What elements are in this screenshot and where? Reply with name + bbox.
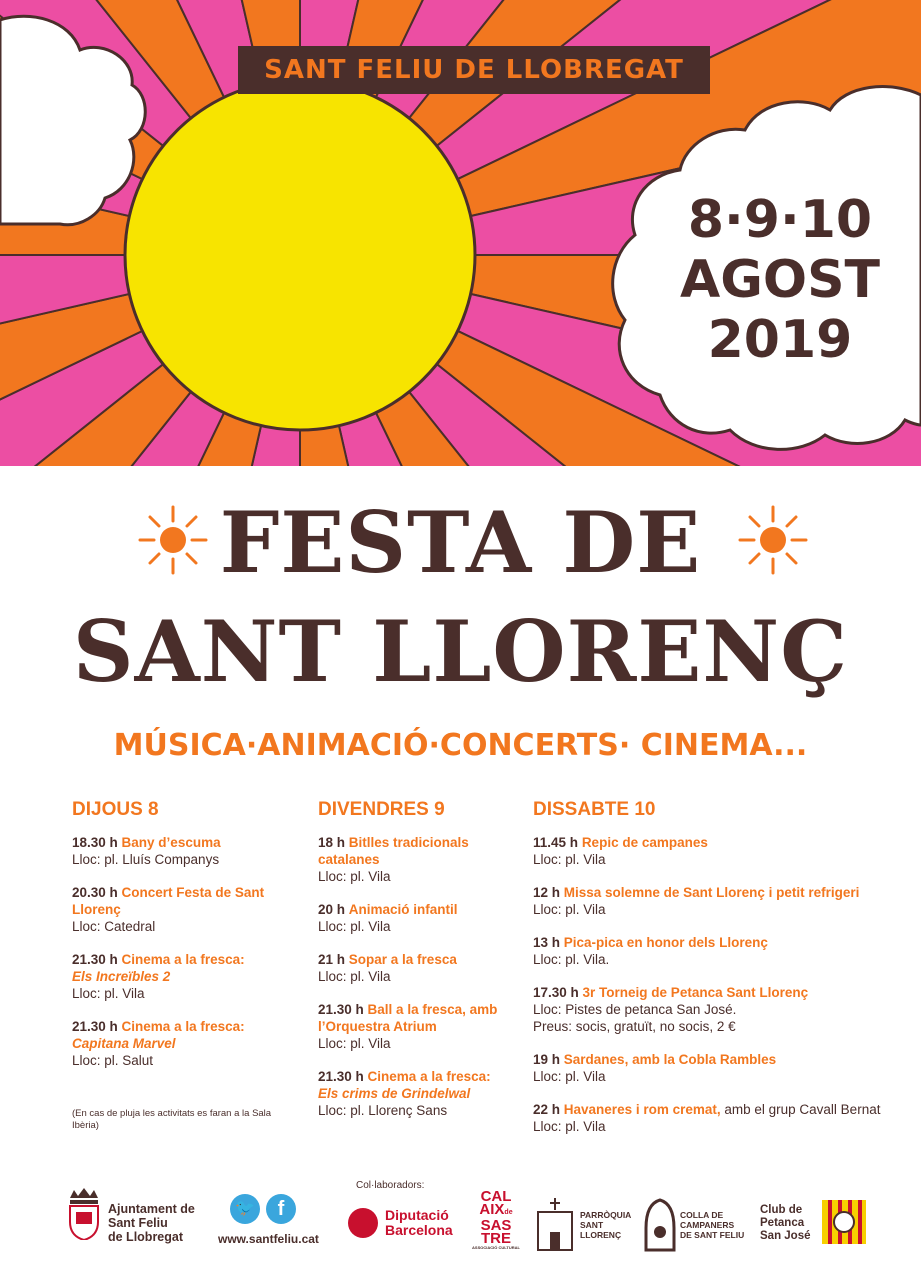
colla-label: COLLA DE CAMPANERS DE SANT FELIU xyxy=(680,1210,745,1240)
schedule-day-saturday xyxy=(533,796,883,1151)
rain-note: (En cas de pluja les activitats es faran a la Sala Ibèria) xyxy=(72,1108,272,1131)
event-item: 13 h Pica-pica en honor dels Llorenç Lloc: pl. Vila. xyxy=(533,935,768,967)
event-item: 21.30 h Cinema a la fresca: Els Increïbles 2 Lloc: pl. Vila xyxy=(72,952,245,1001)
website-link[interactable]: www.santfeliu.cat xyxy=(218,1232,319,1246)
diputacio-label: Diputació Barcelona xyxy=(385,1207,453,1238)
day-heading: DISSABTE 10 xyxy=(533,799,656,820)
event-item: 12 h Missa solemne de Sant Llorenç i petit refrigeri Lloc: pl. Vila xyxy=(533,885,860,917)
festival-tagline: MÚSICA·ANIMACIÓ·CONCERTS· CINEMA... xyxy=(113,728,808,763)
event-item: 21 h Sopar a la fresca Lloc: pl. Vila xyxy=(318,952,457,984)
bell-icon xyxy=(644,1198,676,1252)
event-item: 21.30 h Cinema a la fresca: Els crims de Grindelwal Lloc: pl. Llorenç Sans xyxy=(318,1069,491,1118)
dates-days: 8·9·10 xyxy=(687,190,873,250)
schedule-day-thursday xyxy=(72,796,292,1085)
city-name-banner: SANT FELIU DE LLOBREGAT xyxy=(238,46,710,94)
footer-logos xyxy=(0,1170,921,1280)
twitter-icon[interactable]: 🐦 xyxy=(230,1194,260,1224)
ajuntament-crest-icon xyxy=(66,1188,102,1240)
dates-year: 2019 xyxy=(707,310,853,370)
club-petanca-logo-icon xyxy=(822,1200,866,1244)
festival-title-line2: SANT LLORENÇ xyxy=(72,602,849,701)
day-heading: DIVENDRES 9 xyxy=(318,799,445,820)
sun-shape xyxy=(125,80,475,430)
event-item: 19 h Sardanes, amb la Cobla Rambles Lloc: pl. Vila xyxy=(533,1052,777,1084)
facebook-icon[interactable]: f xyxy=(266,1194,296,1224)
event-item: 20 h Animació infantil Lloc: pl. Vila xyxy=(318,902,458,934)
event-item: 21.30 h Cinema a la fresca: Capitana Marvel Lloc: pl. Salut xyxy=(72,1019,245,1068)
hero-banner xyxy=(0,0,921,466)
event-item: 11.45 h Repic de campanes Lloc: pl. Vila xyxy=(533,835,708,867)
event-item: 18.30 h Bany d’escuma Lloc: pl. Lluís Companys xyxy=(72,835,221,867)
church-icon xyxy=(534,1198,576,1252)
event-item: 17.30 h 3r Torneig de Petanca Sant Llorenç Lloc: Pistes de petanca San José. Preus: socis, gratuït, no socis, 2 € xyxy=(533,985,809,1034)
collaborators-label: Col·laboradors: xyxy=(356,1180,425,1191)
parroquia-label: PARRÒQUIA SANT LLORENÇ xyxy=(580,1210,632,1240)
dates-month: AGOST xyxy=(679,250,881,310)
event-item: 20.30 h Concert Festa de Sant Llorenç Lloc: Catedral xyxy=(72,885,265,934)
schedule-day-friday xyxy=(318,796,518,1135)
festival-dates xyxy=(650,190,910,370)
festival-title-line1: FESTA DE xyxy=(219,493,702,592)
event-item: 18 h Bitlles tradicionals catalanes Lloc: pl. Vila xyxy=(318,835,469,884)
club-label: Club de Petanca San José xyxy=(760,1204,811,1242)
ajuntament-label: Ajuntament de Sant Feliu de Llobregat xyxy=(108,1202,195,1244)
day-heading: DIJOUS 8 xyxy=(72,799,159,820)
diputacio-logo-icon xyxy=(348,1208,378,1238)
calaix-logo: CAL AIXde SAS TRE ASSOCIACIÓ CULTURAL xyxy=(472,1188,520,1250)
event-item: 21.30 h Ball a la fresca, amb l’Orquestra Atrium Lloc: pl. Vila xyxy=(318,1002,498,1051)
event-item: 22 h Havaneres i rom cremat, amb el grup Cavall Bernat Lloc: pl. Vila xyxy=(533,1102,881,1134)
